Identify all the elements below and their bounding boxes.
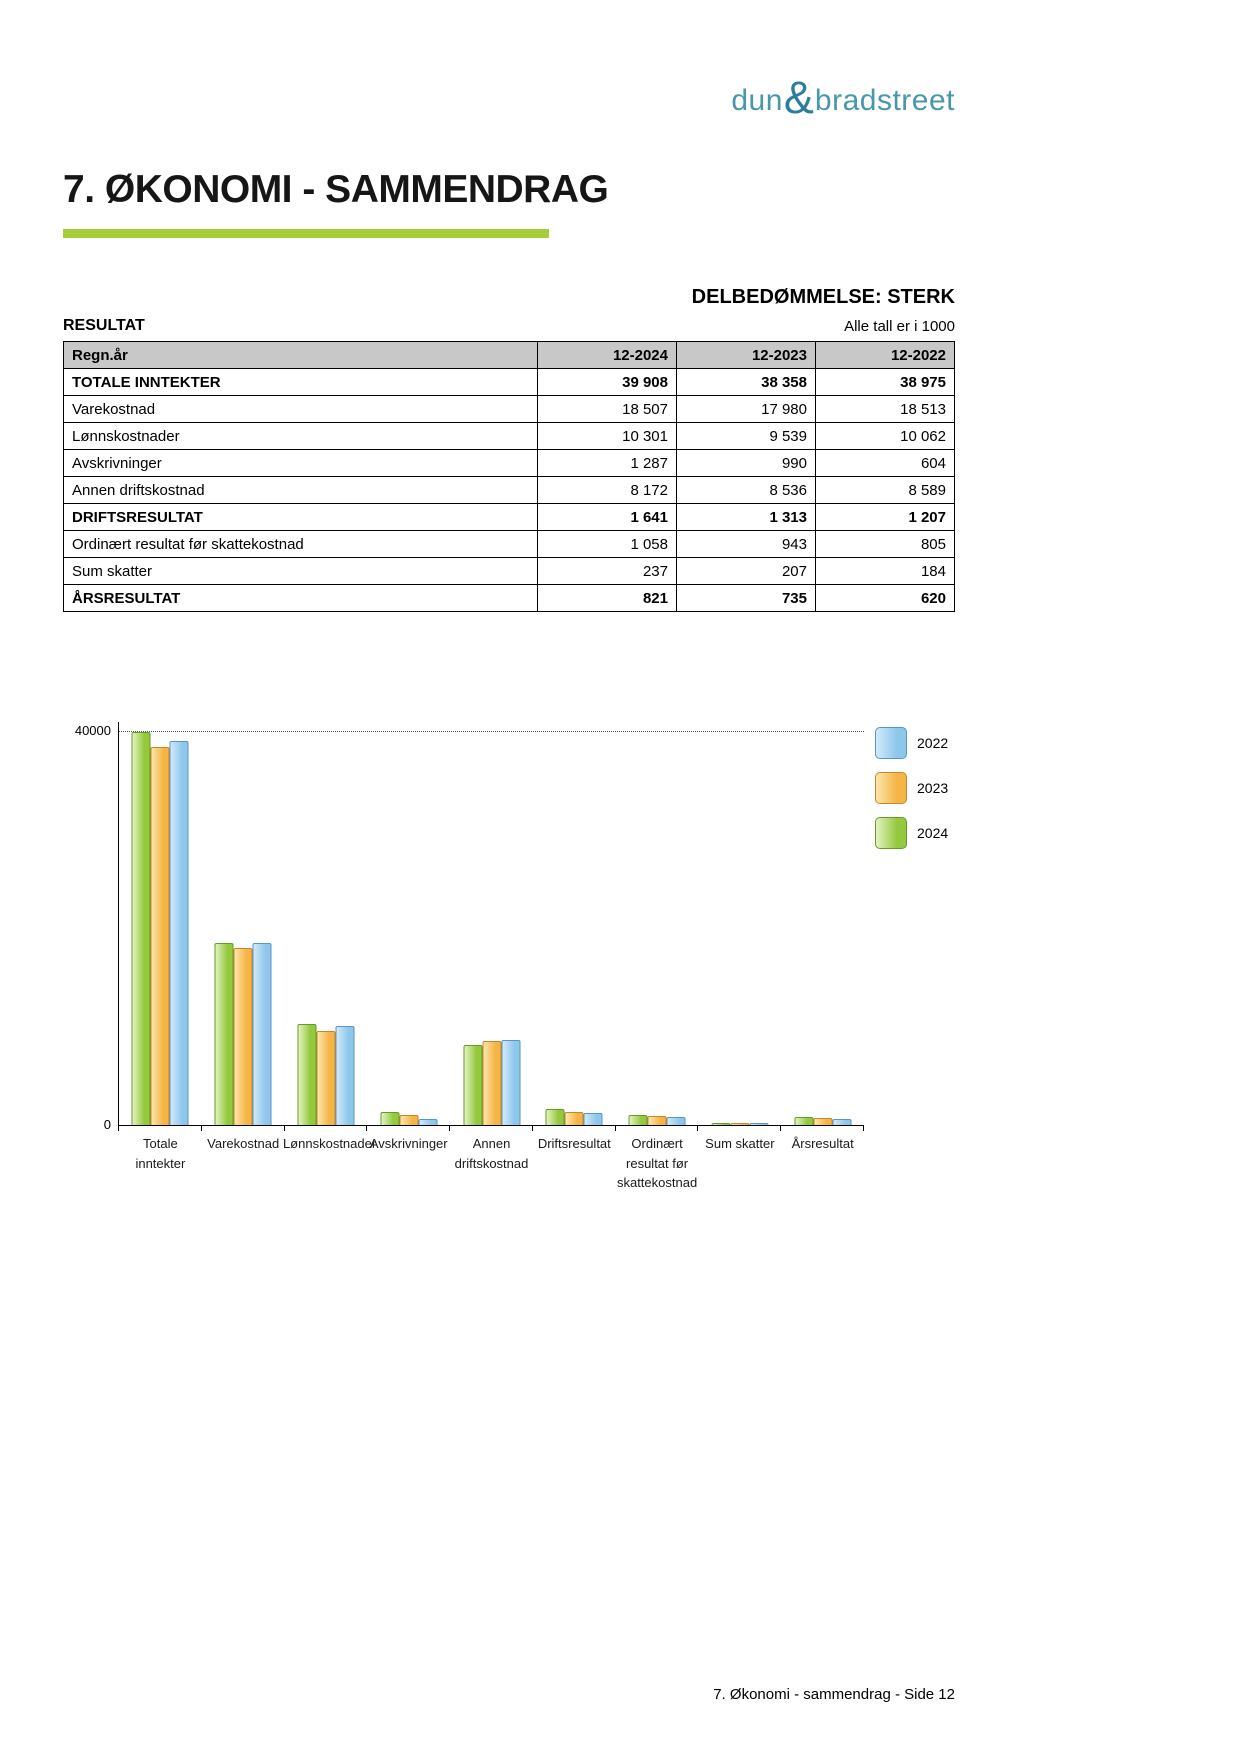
bar-2022 — [667, 1117, 686, 1125]
legend-item — [875, 772, 948, 804]
row-label: Varekostnad — [64, 396, 538, 423]
chart-group — [781, 731, 864, 1151]
bar-2024 — [132, 732, 151, 1125]
table-row — [64, 477, 955, 504]
category-label: Ordinært resultat før skattekostnad — [616, 1136, 698, 1190]
category-label: Lønnskostnader — [282, 1136, 377, 1151]
bar-2024 — [794, 1117, 813, 1125]
chart-group — [533, 731, 616, 1151]
row-value: 604 — [816, 450, 955, 477]
row-value: 10 062 — [816, 423, 955, 450]
row-value: 990 — [677, 450, 816, 477]
legend-swatch-2024 — [875, 817, 907, 849]
financials-bar-chart — [63, 700, 955, 1220]
table-row — [64, 558, 955, 585]
row-value: 38 358 — [677, 369, 816, 396]
category-label: Årsresultat — [791, 1136, 854, 1151]
dun-bradstreet-logo — [731, 72, 955, 123]
bar-2024 — [380, 1112, 399, 1125]
chart-group — [616, 731, 699, 1190]
table-row — [64, 396, 955, 423]
bar-2022 — [832, 1119, 851, 1125]
legend-item — [875, 817, 948, 849]
row-value: 38 975 — [816, 369, 955, 396]
bar-2022 — [335, 1026, 354, 1125]
table-row — [64, 504, 955, 531]
bar-cluster — [297, 1024, 354, 1125]
chart-groups — [119, 731, 864, 1190]
bar-2023 — [648, 1116, 667, 1125]
logo-text-dun: dun — [731, 84, 783, 117]
row-value: 805 — [816, 531, 955, 558]
section-label-resultat: RESULTAT — [63, 317, 145, 334]
bar-cluster — [629, 1115, 686, 1125]
row-value: 10 301 — [538, 423, 677, 450]
chart-group — [450, 731, 533, 1171]
row-value: 207 — [677, 558, 816, 585]
bar-2022 — [170, 741, 189, 1125]
bar-2023 — [316, 1031, 335, 1125]
category-label: Totale inntekter — [135, 1136, 186, 1171]
chart-legend — [875, 727, 948, 862]
legend-label: 2023 — [917, 780, 949, 796]
table-row — [64, 531, 955, 558]
bar-cluster — [794, 1117, 851, 1125]
row-value: 237 — [538, 558, 677, 585]
y-axis-max-label: 40000 — [74, 723, 111, 738]
bar-2023 — [482, 1041, 501, 1125]
title-accent-bar — [63, 229, 549, 238]
x-axis-line — [118, 1125, 864, 1126]
results-table-header-row — [64, 342, 955, 369]
logo-text-bradstreet: bradstreet — [814, 84, 955, 117]
bar-cluster — [546, 1109, 603, 1125]
table-row — [64, 369, 955, 396]
bar-2024 — [297, 1024, 316, 1125]
bar-2022 — [584, 1113, 603, 1125]
row-value: 1 313 — [677, 504, 816, 531]
category-label: Driftsresultat — [537, 1136, 611, 1151]
row-value: 1 207 — [816, 504, 955, 531]
chart-group — [119, 731, 202, 1171]
row-value: 18 507 — [538, 396, 677, 423]
bar-2023 — [234, 948, 253, 1125]
row-value: 17 980 — [677, 396, 816, 423]
row-label: Avskrivninger — [64, 450, 538, 477]
column-header-year: 12-2024 — [538, 342, 677, 369]
row-label: ÅRSRESULTAT — [64, 585, 538, 612]
bar-2022 — [501, 1040, 520, 1125]
legend-swatch-2023 — [875, 772, 907, 804]
row-label: Annen driftskostnad — [64, 477, 538, 504]
bar-cluster — [463, 1040, 520, 1125]
bar-2024 — [463, 1045, 482, 1125]
row-label: Lønnskostnader — [64, 423, 538, 450]
bar-2022 — [749, 1123, 768, 1125]
logo-ampersand-icon: & — [783, 72, 814, 123]
legend-label: 2024 — [917, 825, 949, 841]
bar-cluster — [132, 732, 189, 1125]
legend-swatch-2022 — [875, 727, 907, 759]
row-value: 1 287 — [538, 450, 677, 477]
bar-2024 — [629, 1115, 648, 1125]
bar-2023 — [399, 1115, 418, 1125]
category-label: Avskrivninger — [369, 1136, 448, 1151]
units-note: Alle tall er i 1000 — [844, 318, 955, 335]
category-label: Sum skatter — [705, 1136, 775, 1151]
y-axis-min-label: 0 — [103, 1117, 111, 1132]
row-value: 8 536 — [677, 477, 816, 504]
row-value: 184 — [816, 558, 955, 585]
bar-cluster — [380, 1112, 437, 1125]
row-value: 620 — [816, 585, 955, 612]
row-value: 8 589 — [816, 477, 955, 504]
bar-cluster — [215, 943, 272, 1125]
results-table — [63, 341, 955, 612]
column-header-year: 12-2022 — [816, 342, 955, 369]
row-label: Sum skatter — [64, 558, 538, 585]
table-row — [64, 450, 955, 477]
category-label: Annen driftskostnad — [454, 1136, 529, 1171]
bar-2023 — [151, 747, 170, 1125]
row-value: 821 — [538, 585, 677, 612]
bar-2022 — [253, 943, 272, 1125]
results-table-body — [64, 369, 955, 612]
chart-group — [367, 731, 450, 1151]
legend-label: 2022 — [917, 735, 949, 751]
row-value: 735 — [677, 585, 816, 612]
bar-2024 — [546, 1109, 565, 1125]
table-row — [64, 423, 955, 450]
legend-item — [875, 727, 948, 759]
bar-2024 — [215, 943, 234, 1125]
category-label: Varekostnad — [207, 1136, 280, 1151]
row-value: 943 — [677, 531, 816, 558]
row-label: Ordinært resultat før skattekostnad — [64, 531, 538, 558]
row-value: 8 172 — [538, 477, 677, 504]
row-value: 39 908 — [538, 369, 677, 396]
row-value: 1 641 — [538, 504, 677, 531]
column-header-year: 12-2023 — [677, 342, 816, 369]
table-row — [64, 585, 955, 612]
chart-group — [698, 731, 781, 1151]
row-label: DRIFTSRESULTAT — [64, 504, 538, 531]
page-title: 7. ØKONOMI - SAMMENDRAG — [63, 168, 609, 211]
assessment-heading: DELBEDØMMELSE: STERK — [691, 286, 955, 308]
row-value: 18 513 — [816, 396, 955, 423]
bar-2023 — [565, 1112, 584, 1125]
row-value: 9 539 — [677, 423, 816, 450]
page-footer: 7. Økonomi - sammendrag - Side 12 — [713, 1686, 955, 1703]
bar-2023 — [813, 1118, 832, 1125]
chart-group — [282, 731, 377, 1151]
bar-2023 — [730, 1123, 749, 1125]
chart-group — [202, 731, 285, 1151]
bar-cluster — [711, 1123, 768, 1125]
row-label: TOTALE INNTEKTER — [64, 369, 538, 396]
column-header-label: Regn.år — [64, 342, 538, 369]
bar-2022 — [418, 1119, 437, 1125]
row-value: 1 058 — [538, 531, 677, 558]
bar-2024 — [711, 1123, 730, 1125]
